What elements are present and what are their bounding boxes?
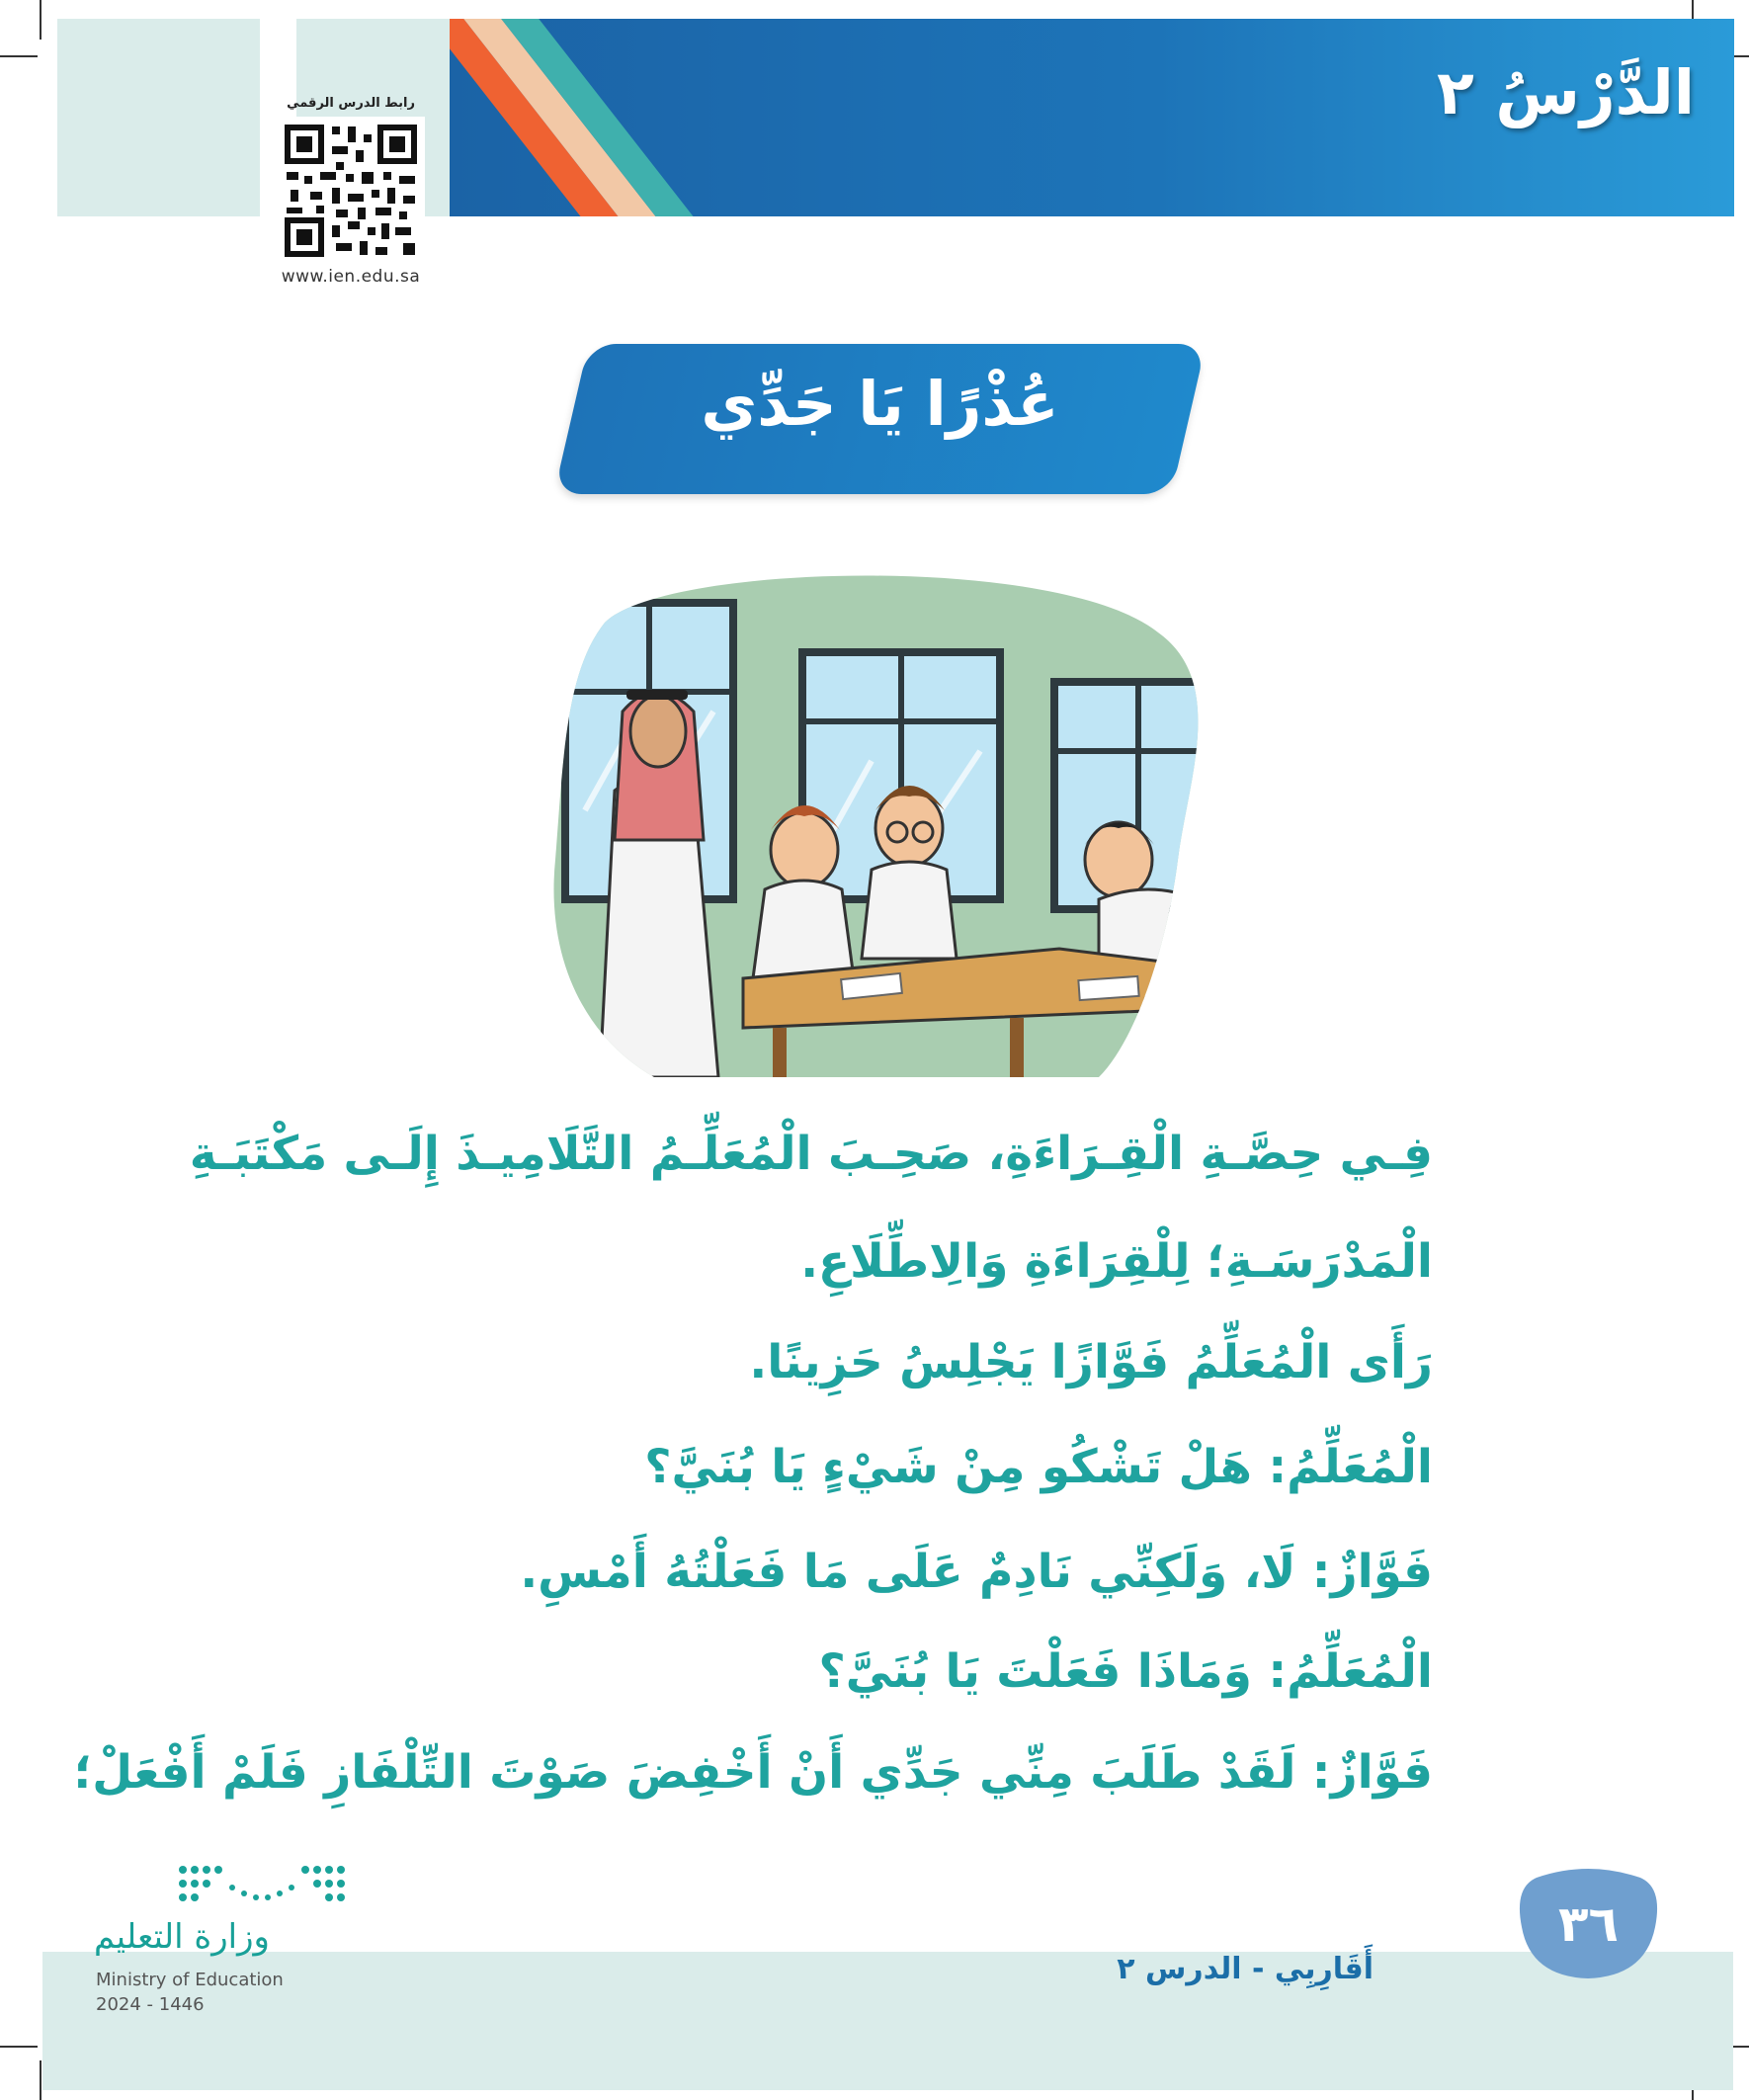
story-line: فَوَّازٌ: لَقَدْ طَلَبَ مِنِّي جَدِّي أَنْ أَخْفِضَ صَوْتَ التِّلْفَازِ فَلَمْ أَفْعَلْ؛ (73, 1745, 1433, 1800)
classroom-illustration (545, 563, 1217, 1077)
story-line: الْمُعَلِّمُ: هَلْ تَشْكُو مِنْ شَيْءٍ يَا بُنَيَّ؟ (644, 1440, 1433, 1494)
lesson-header-band (450, 19, 1734, 216)
crop-mark (0, 55, 38, 57)
story-title: عُذْرًا يَا جَدِّي (701, 368, 1059, 440)
header-left-panel (57, 19, 260, 216)
ministry-logo-icon (173, 1858, 351, 1917)
qr-code-icon[interactable] (277, 117, 425, 265)
website-url[interactable]: www.ien.edu.sa (281, 267, 421, 287)
edition-year: 2024 - 1446 (96, 1994, 205, 2015)
lesson-title: الدَّرْسُ ٢ (1436, 56, 1695, 128)
crop-mark (40, 0, 42, 40)
crop-mark (40, 2060, 42, 2100)
ministry-name-arabic: وزارة التعليم (94, 1917, 270, 1957)
story-line: فِـي حِصَّـةِ الْقِـرَاءَةِ، صَحِـبَ الْمُعَلِّـمُ التَّلَامِيـذَ إِلَـى مَكْتَبَـةِ (189, 1127, 1433, 1181)
page-number: ٣٦ (1557, 1895, 1620, 1953)
story-line: رَأَى الْمُعَلِّمُ فَوَّازًا يَجْلِسُ حَزِينًا. (749, 1335, 1433, 1389)
story-line: الْمَدْرَسَـةِ؛ لِلْقِرَاءَةِ وَالِاطِّلَاعِ. (800, 1234, 1433, 1289)
book-reference: أَقَارِبِي - الدرس ٢ (1117, 1952, 1374, 1986)
qr-label: رابط الدرس الرقمي (287, 96, 415, 111)
crop-mark (0, 2046, 38, 2048)
footer-band (42, 1952, 1733, 2090)
ministry-name-english: Ministry of Education (96, 1970, 284, 1990)
story-line: فَوَّازٌ: لَا، وَلَكِنِّي نَادِمٌ عَلَى مَا فَعَلْتُهُ أَمْسِ. (520, 1545, 1433, 1599)
story-line: الْمُعَلِّمُ: وَمَاذَا فَعَلْتَ يَا بُنَيَّ؟ (818, 1644, 1433, 1699)
